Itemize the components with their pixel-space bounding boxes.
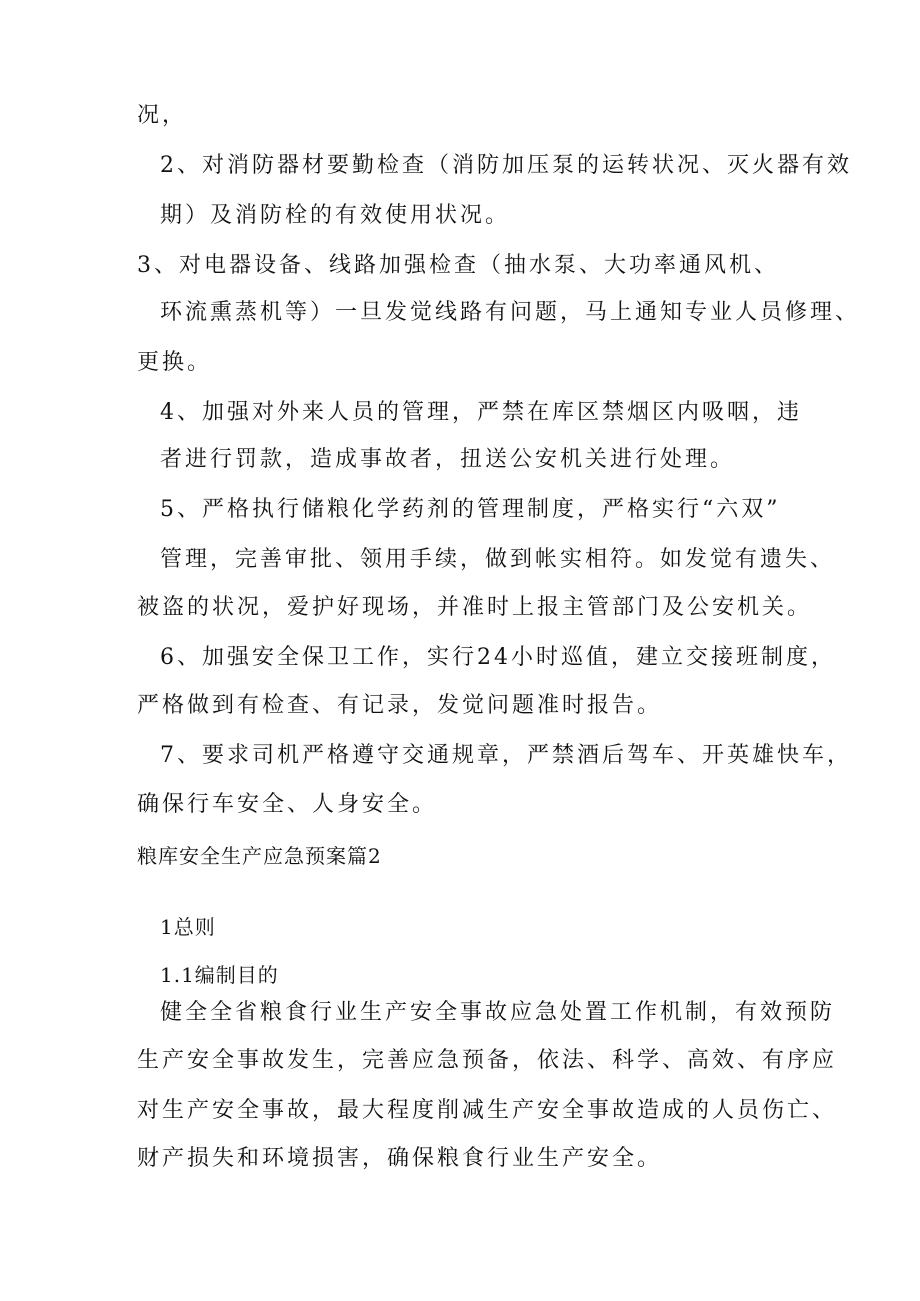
text-line: 4、加强对外来人员的管理，严禁在库区禁烟区内吸咽，违 — [160, 400, 802, 425]
text-line: 期）及消防栓的有效使用状况。 — [160, 203, 511, 228]
text-line: 5、严格执行储粮化学药剂的管理制度，严格实行“六双” — [160, 497, 781, 522]
text-line: 环流熏蒸机等）一旦发觉线路有问题，马上通知专业人员修理、 — [160, 300, 861, 325]
text-line: 管理，完善审批、领用手续，做到帐实相符。如发觉有遗失、 — [160, 547, 836, 572]
text-line: 被盗的状况，爱护好现场，并准时上报主管部门及公安机关。 — [137, 595, 813, 620]
text-line: 7、要求司机严格遵守交通规章，严禁酒后驾车、开英雄快车， — [160, 743, 852, 768]
text-line: 者进行罚款，造成事故者，扭送公安机关进行处理。 — [160, 447, 736, 472]
text-line: 财产损失和环境损害，确保粮食行业生产安全。 — [137, 1146, 663, 1171]
section-heading: 粮库安全生产应急预案篇2 — [137, 844, 382, 868]
text-line: 更换。 — [137, 350, 213, 375]
text-line: 生产安全事故发生，完善应急预备，依法、科学、高效、有序应 — [137, 1048, 838, 1073]
text-line: 确保行车安全、人身安全。 — [137, 792, 438, 817]
text-line: 3、对电器设备、线路加强检查（抽水泵、大功率通风机、 — [137, 253, 779, 278]
text-line: 2、对消防器材要勤检查（消防加压泵的运转状况、灭火器有效 — [160, 153, 852, 178]
subsection-heading: 1.1编制目的 — [160, 963, 279, 987]
text-line: 6、加强安全保卫工作，实行24小时巡值，建立交接班制度， — [160, 645, 836, 670]
text-line: 对生产安全事故，最大程度削减生产安全事故造成的人员伤亡、 — [137, 1098, 838, 1123]
text-line: 严格做到有检查、有记录，发觉问题准时报告。 — [137, 693, 663, 718]
text-line: 况， — [137, 103, 188, 128]
section-heading: 1总则 — [160, 915, 216, 939]
text-line: 健全全省粮食行业生产安全事故应急处置工作机制，有效预防 — [160, 1000, 836, 1025]
